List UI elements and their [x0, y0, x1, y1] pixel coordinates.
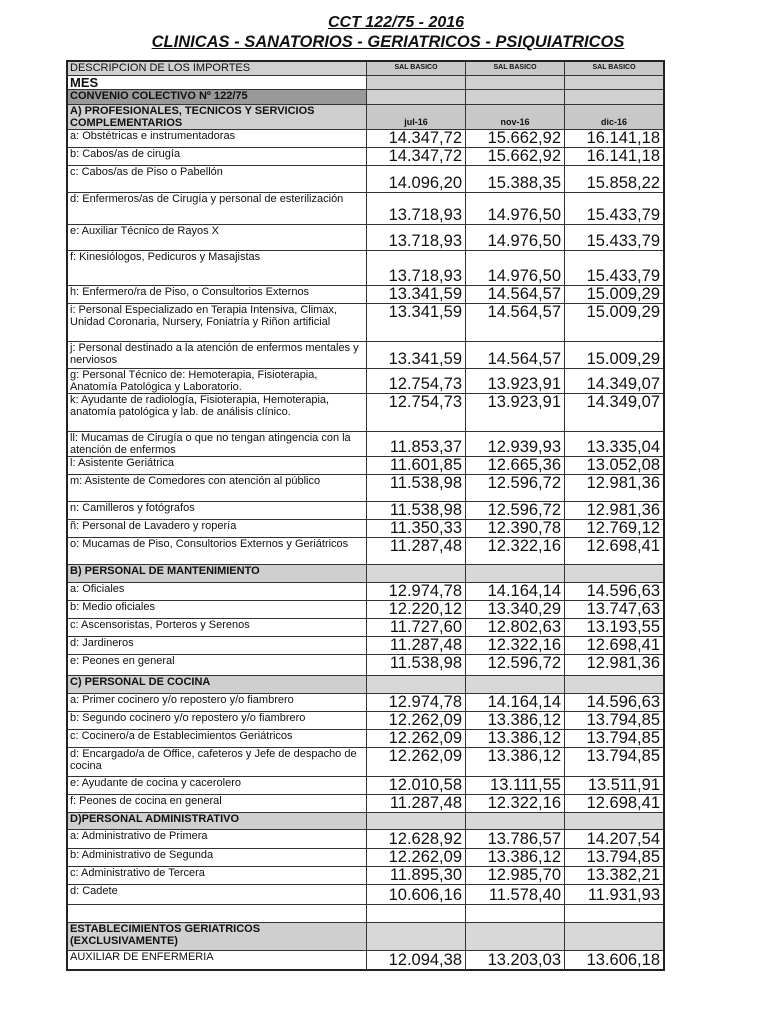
salary-value: 13.747,63	[565, 600, 665, 618]
salary-value: 12.262,09	[367, 711, 466, 729]
job-category: c: Cabos/as de Piso o Pabellón	[67, 165, 367, 192]
salary-value: 11.287,48	[367, 636, 466, 654]
salary-value: 13.718,93	[367, 250, 466, 285]
salary-value: 13.193,55	[565, 618, 665, 636]
salary-value: 15.009,29	[565, 341, 665, 368]
salary-value: 13.382,21	[565, 866, 665, 884]
section-header-row	[67, 812, 664, 829]
salary-value: 12.390,78	[466, 519, 565, 537]
salary-value: 11.895,30	[367, 866, 466, 884]
job-category: AUXILIAR DE ENFERMERIA	[67, 950, 367, 970]
table-row	[67, 147, 664, 165]
salary-value: 15.009,29	[565, 303, 665, 341]
table-row	[67, 950, 664, 970]
job-category: k: Ayudante de radiología, Fisioterapia, Hemoterapia, anatomía patológica y lab. de análisis clínico.	[67, 393, 367, 431]
salary-value: 14.349,07	[565, 368, 665, 393]
salary-value: 13.052,08	[565, 456, 665, 474]
salary-value: 12.754,73	[367, 368, 466, 393]
salary-value: 13.341,59	[367, 285, 466, 303]
table-row	[67, 636, 664, 654]
salary-value: 12.981,36	[565, 654, 665, 675]
job-category: b: Segundo cocinero y/o repostero y/o fiambrero	[67, 711, 367, 729]
table-row	[67, 368, 664, 393]
table-row	[67, 776, 664, 794]
salary-value: 12.262,09	[367, 848, 466, 866]
salary-value: 13.111,55	[466, 776, 565, 794]
salary-value: 11.578,40	[466, 884, 565, 904]
salary-value: 12.974,78	[367, 693, 466, 711]
job-category: ñ: Personal de Lavadero y ropería	[67, 519, 367, 537]
table-row	[67, 848, 664, 866]
table-row	[67, 866, 664, 884]
salary-value: 15.388,35	[466, 165, 565, 192]
job-category: a: Administrativo de Primera	[67, 829, 367, 848]
salary-value: 12.596,72	[466, 654, 565, 675]
salary-value: 12.596,72	[466, 501, 565, 519]
salary-value: 13.511,91	[565, 776, 665, 794]
mes-label: MES	[67, 75, 367, 89]
salary-value: 13.203,03	[466, 950, 565, 970]
salary-value: 15.662,92	[466, 147, 565, 165]
salary-value: 12.985,70	[466, 866, 565, 884]
column-header: SAL BASICO	[565, 61, 665, 75]
salary-value: 12.974,78	[367, 582, 466, 600]
document-title: CCT 122/75 - 2016	[327, 14, 465, 31]
month-header: dic-16	[565, 104, 665, 129]
salary-value: 14.976,50	[466, 250, 565, 285]
job-category: c: Cocinero/a de Establecimientos Geriátricos	[67, 729, 367, 747]
job-category: a: Primer cocinero y/o repostero y/o fiambrero	[67, 693, 367, 711]
job-category: d: Encargado/a de Office, cafeteros y Jefe de despacho de cocina	[67, 747, 367, 776]
job-category: e: Ayudante de cocina y cacerolero	[67, 776, 367, 794]
salary-value: 13.786,57	[466, 829, 565, 848]
table-row	[67, 431, 664, 456]
salary-value: 11.287,48	[367, 794, 466, 812]
description-header: DESCRIPCION DE LOS IMPORTES	[67, 61, 367, 75]
table-row	[67, 747, 664, 776]
salary-value: 15.433,79	[565, 192, 665, 224]
salary-value: 12.981,36	[565, 501, 665, 519]
salary-value: 12.698,41	[565, 636, 665, 654]
salary-value: 12.262,09	[367, 729, 466, 747]
salary-value: 15.009,29	[565, 285, 665, 303]
salary-value: 13.386,12	[466, 747, 565, 776]
job-category: ll: Mucamas de Cirugía o que no tengan atingencia con la atención de enfermos	[67, 431, 367, 456]
salary-value: 13.341,59	[367, 303, 466, 341]
salary-value: 12.665,36	[466, 456, 565, 474]
salary-value: 12.322,16	[466, 636, 565, 654]
table-row	[67, 456, 664, 474]
table-row	[67, 600, 664, 618]
salary-value: 14.347,72	[367, 147, 466, 165]
job-category: m: Asistente de Comedores con atención al público	[67, 474, 367, 501]
salary-value: 12.220,12	[367, 600, 466, 618]
salary-value: 13.794,85	[565, 711, 665, 729]
table-row	[67, 341, 664, 368]
job-category: b: Administrativo de Segunda	[67, 848, 367, 866]
table-row	[67, 393, 664, 431]
salary-value: 14.164,14	[466, 693, 565, 711]
salary-value: 15.662,92	[466, 129, 565, 147]
section-title: ESTABLECIMIENTOS GERIATRICOS (EXCLUSIVAMENTE)	[67, 922, 367, 950]
table-row	[67, 884, 664, 904]
month-header: nov-16	[466, 104, 565, 129]
job-category: l: Asistente Geriátrica	[67, 456, 367, 474]
job-category: f: Peones de cocina en general	[67, 794, 367, 812]
salary-value: 13.794,85	[565, 729, 665, 747]
salary-value: 15.858,22	[565, 165, 665, 192]
salary-value: 10.606,16	[367, 884, 466, 904]
table-row	[67, 129, 664, 147]
salary-value: 11.538,98	[367, 501, 466, 519]
section-header-row	[67, 922, 664, 950]
blank-row	[67, 904, 664, 922]
table-row	[67, 618, 664, 636]
month-header: jul-16	[367, 104, 466, 129]
salary-value: 13.341,59	[367, 341, 466, 368]
section-title: D)PERSONAL ADMINISTRATIVO	[67, 812, 367, 829]
salary-value: 12.754,73	[367, 393, 466, 431]
salary-value: 12.698,41	[565, 794, 665, 812]
salary-value: 13.386,12	[466, 848, 565, 866]
job-category: j: Personal destinado a la atención de enfermos mentales y nerviosos	[67, 341, 367, 368]
table-row	[67, 165, 664, 192]
salary-value: 12.981,36	[565, 474, 665, 501]
job-category: f: Kinesiólogos, Pedicuros y Masajistas	[67, 250, 367, 285]
salary-value: 12.939,93	[466, 431, 565, 456]
salary-table	[66, 60, 665, 971]
table-row	[67, 303, 664, 341]
job-category: b: Medio oficiales	[67, 600, 367, 618]
table-header-row	[67, 61, 664, 75]
salary-value: 13.386,12	[466, 711, 565, 729]
salary-value: 14.564,57	[466, 303, 565, 341]
job-category: d: Enfermeros/as de Cirugía y personal de esterilización	[67, 192, 367, 224]
salary-value: 13.335,04	[565, 431, 665, 456]
salary-value: 12.596,72	[466, 474, 565, 501]
job-category: a: Obstétricas e instrumentadoras	[67, 129, 367, 147]
job-category: a: Oficiales	[67, 582, 367, 600]
job-category: c: Ascensoristas, Porteros y Serenos	[67, 618, 367, 636]
salary-value: 11.287,48	[367, 537, 466, 564]
section-title: A) PROFESIONALES, TECNICOS Y SERVICIOS COMPLEMENTARIOS	[67, 104, 367, 129]
job-category: b: Cabos/as de cirugía	[67, 147, 367, 165]
salary-value: 14.976,50	[466, 224, 565, 250]
salary-value: 14.564,57	[466, 341, 565, 368]
salary-value: 13.794,85	[565, 848, 665, 866]
salary-value: 13.606,18	[565, 950, 665, 970]
salary-value: 15.433,79	[565, 224, 665, 250]
salary-value: 12.769,12	[565, 519, 665, 537]
salary-value: 14.596,63	[565, 693, 665, 711]
salary-value: 14.347,72	[367, 129, 466, 147]
salary-value: 16.141,18	[565, 147, 665, 165]
job-category: g: Personal Técnico de: Hemoterapia, Fisioterapia, Anatomía Patológica y Laboratorio.	[67, 368, 367, 393]
salary-value: 14.349,07	[565, 393, 665, 431]
table-row	[67, 693, 664, 711]
mes-row	[67, 75, 664, 89]
job-category: i: Personal Especializado en Terapia Intensiva, Climax, Unidad Coronaria, Nursery, Foniatría y Riñon artificial	[67, 303, 367, 341]
table-row	[67, 519, 664, 537]
table-row	[67, 582, 664, 600]
job-category: d: Jardineros	[67, 636, 367, 654]
table-row	[67, 794, 664, 812]
section-header-row	[67, 564, 664, 582]
salary-value: 11.931,93	[565, 884, 665, 904]
salary-value: 13.923,91	[466, 393, 565, 431]
section-title: B) PERSONAL DE MANTENIMIENTO	[67, 564, 367, 582]
job-category: c: Administrativo de Tercera	[67, 866, 367, 884]
table-row	[67, 654, 664, 675]
salary-value: 12.094,38	[367, 950, 466, 970]
convenio-label: CONVENIO COLECTIVO Nº 122/75	[67, 89, 367, 104]
salary-value: 13.340,29	[466, 600, 565, 618]
salary-value: 14.596,63	[565, 582, 665, 600]
job-category: n: Camilleros y fotógrafos	[67, 501, 367, 519]
section-header-row	[67, 675, 664, 693]
table-row	[67, 829, 664, 848]
salary-value: 13.923,91	[466, 368, 565, 393]
salary-value: 14.164,14	[466, 582, 565, 600]
table-row	[67, 729, 664, 747]
table-row	[67, 537, 664, 564]
salary-value: 14.976,50	[466, 192, 565, 224]
job-category: o: Mucamas de Piso, Consultorios Externos y Geriátricos	[67, 537, 367, 564]
table-row	[67, 192, 664, 224]
salary-value: 13.718,93	[367, 224, 466, 250]
salary-value: 12.262,09	[367, 747, 466, 776]
salary-value: 13.794,85	[565, 747, 665, 776]
salary-value: 11.538,98	[367, 654, 466, 675]
salary-value: 11.350,33	[367, 519, 466, 537]
salary-value: 16.141,18	[565, 129, 665, 147]
table-row	[67, 711, 664, 729]
salary-value: 14.207,54	[565, 829, 665, 848]
salary-value: 12.628,92	[367, 829, 466, 848]
salary-value: 11.538,98	[367, 474, 466, 501]
job-category: e: Auxiliar Técnico de Rayos X	[67, 224, 367, 250]
job-category: e: Peones en general	[67, 654, 367, 675]
salary-value: 14.564,57	[466, 285, 565, 303]
job-category: h: Enfermero/ra de Piso, o Consultorios Externos	[67, 285, 367, 303]
salary-value: 12.010,58	[367, 776, 466, 794]
salary-value: 11.727,60	[367, 618, 466, 636]
salary-value: 12.322,16	[466, 794, 565, 812]
table-row	[67, 224, 664, 250]
salary-value: 13.718,93	[367, 192, 466, 224]
document-subtitle: CLINICAS - SANATORIOS - GERIATRICOS - PSIQUIATRICOS	[151, 33, 625, 51]
section-header-row	[67, 104, 664, 129]
table-row	[67, 501, 664, 519]
column-header: SAL BASICO	[367, 61, 466, 75]
column-header: SAL BASICO	[466, 61, 565, 75]
section-title: C) PERSONAL DE COCINA	[67, 675, 367, 693]
salary-value: 12.802,63	[466, 618, 565, 636]
salary-value: 14.096,20	[367, 165, 466, 192]
salary-value: 12.322,16	[466, 537, 565, 564]
table-row	[67, 474, 664, 501]
salary-value: 11.853,37	[367, 431, 466, 456]
salary-value: 15.433,79	[565, 250, 665, 285]
table-row	[67, 285, 664, 303]
salary-value: 11.601,85	[367, 456, 466, 474]
job-category: d: Cadete	[67, 884, 367, 904]
table-row	[67, 250, 664, 285]
salary-value: 13.386,12	[466, 729, 565, 747]
convenio-row	[67, 89, 664, 104]
salary-value: 12.698,41	[565, 537, 665, 564]
